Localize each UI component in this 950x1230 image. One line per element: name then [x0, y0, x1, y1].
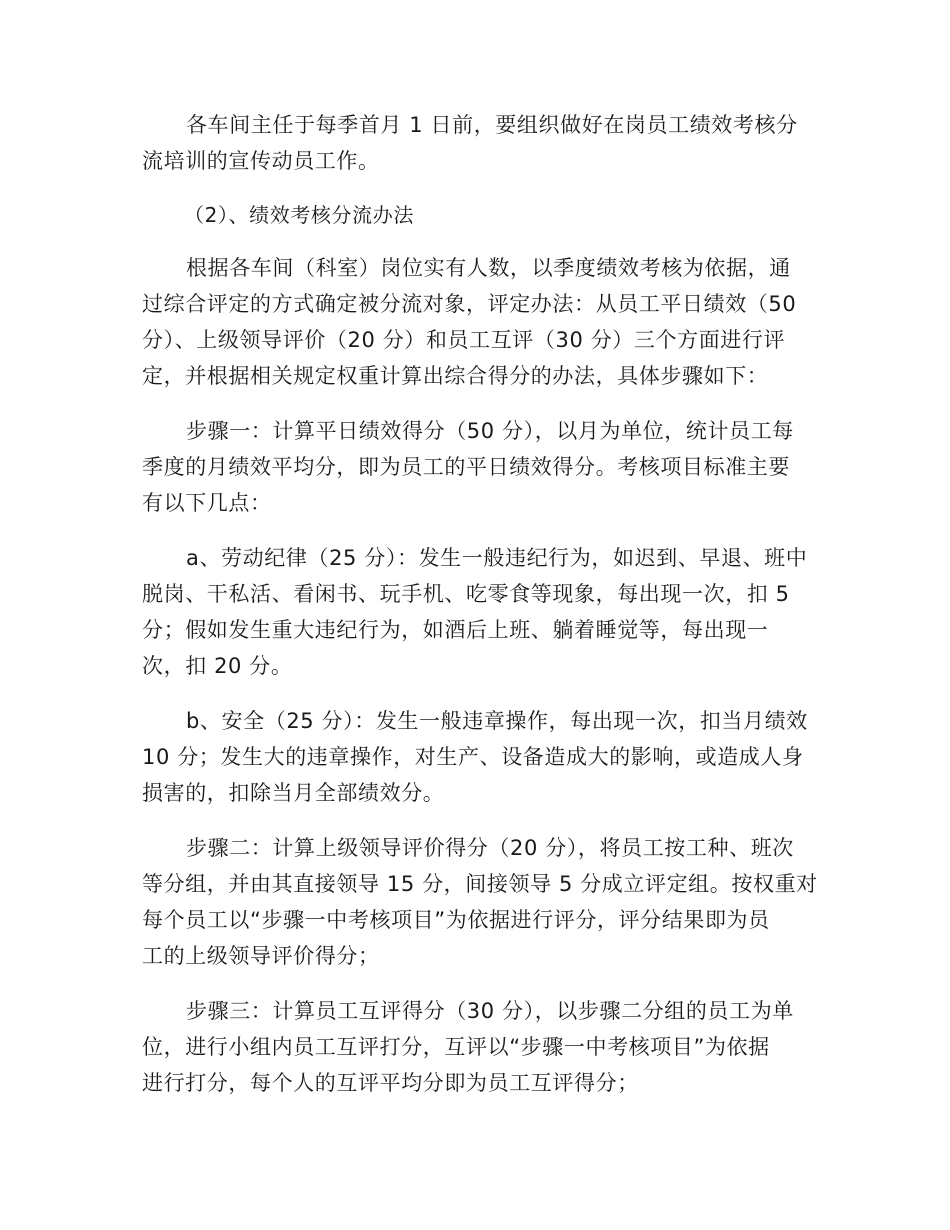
- paragraph-step-one: [142, 413, 814, 521]
- paragraph-item-a-discipline: [142, 540, 814, 684]
- text-line: 定，并根据相关规定权重计算出综合得分的办法，具体步骤如下：: [142, 364, 769, 388]
- paragraph-dept-head-duty: [142, 107, 814, 179]
- text-line: 分）、上级领导评价（20 分）和员工互评（30 分）三个方面进行评: [142, 328, 786, 352]
- text-line: 步骤二：计算上级领导评价得分（20 分），将员工按工种、班次: [186, 836, 794, 860]
- text-line: 进行打分，每个人的互评平均分即为员工互评得分；: [142, 1071, 639, 1095]
- text-line: 有以下几点：: [142, 491, 272, 515]
- section-heading-text: （2）、绩效考核分流办法: [184, 203, 414, 227]
- paragraph-method-overview: [142, 250, 814, 394]
- text-line: 分；假如发生重大违纪行为，如酒后上班、躺着睡觉等，每出现一: [142, 618, 769, 642]
- text-line: 每个员工以“步骤一中考核项目”为依据进行评分，评分结果即为员: [142, 908, 770, 932]
- text-line: 位，进行小组内员工互评打分，互评以“步骤一中考核项目”为依据: [142, 1035, 770, 1059]
- text-line: 次，扣 20 分。: [142, 654, 293, 678]
- text-line: a、劳动纪律（25 分）：发生一般违纪行为，如迟到、早退、班中: [186, 546, 808, 570]
- text-line: 步骤三：计算员工互评得分（30 分），以步骤二分组的员工为单: [186, 999, 794, 1023]
- text-line: 季度的月绩效平均分，即为员工的平日绩效得分。考核项目标准主要: [142, 455, 790, 479]
- text-line: 各车间主任于每季首月 1 日前，要组织做好在岗员工绩效考核分: [186, 113, 798, 137]
- paragraph-step-three: [142, 993, 814, 1101]
- text-line: 步骤一：计算平日绩效得分（50 分），以月为单位，统计员工每: [186, 419, 794, 443]
- text-line: 损害的，扣除当月全部绩效分。: [142, 781, 445, 805]
- paragraph-step-two: [142, 830, 818, 974]
- text-line: 10 分；发生大的违章操作，对生产、设备造成大的影响，或造成人身: [142, 745, 804, 769]
- text-line: b、安全（25 分）：发生一般违章操作，每出现一次，扣当月绩效: [186, 709, 808, 733]
- text-line: 工的上级领导评价得分；: [142, 944, 380, 968]
- paragraph-item-b-safety: [142, 703, 814, 811]
- text-line: 等分组，并由其直接领导 15 分，间接领导 5 分成立评定组。按权重对: [142, 872, 818, 896]
- text-line: 脱岗、干私活、看闲书、玩手机、吃零食等现象，每出现一次，扣 5: [142, 582, 790, 606]
- section-heading: [142, 197, 814, 233]
- text-line: 流培训的宣传动员工作。: [142, 149, 380, 173]
- text-line: 过综合评定的方式确定被分流对象，评定办法：从员工平日绩效（50: [142, 292, 797, 316]
- text-line: 根据各车间（科室）岗位实有人数，以季度绩效考核为依据，通: [186, 256, 791, 280]
